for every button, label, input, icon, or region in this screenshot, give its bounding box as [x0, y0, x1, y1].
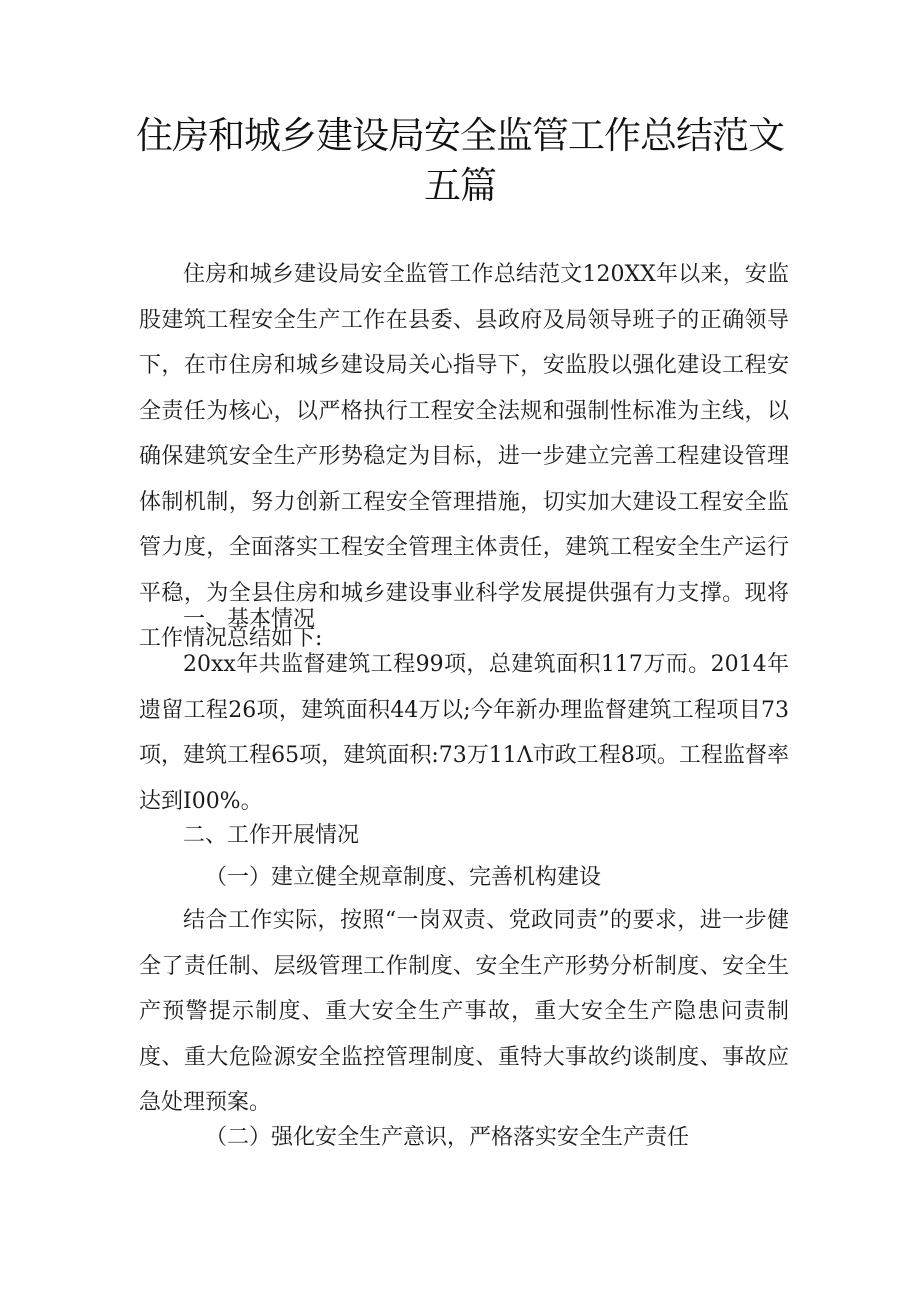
- section-heading-basic-situation: 一、基本情况: [183, 607, 316, 632]
- subsection-heading-safety-awareness: （二）强化安全生产意识，严格落实安全生产责任: [205, 1125, 690, 1150]
- subsection-heading-rules-system: （一）建立健全规章制度、完善机构建设: [205, 865, 602, 890]
- document-title-line-1: 住房和城乡建设局安全监管工作总结范文: [136, 114, 784, 157]
- basic-situation-paragraph: 20xx年共监督建筑工程99项，总建筑面积117万而。2014年遗留工程26项，建筑面积44万以;今年新办理监督建筑工程项目73项，建筑工程65项，建筑面积:73万11Λ市政工程8项。工程监督率达到I00%。: [139, 652, 789, 814]
- document-title-line-2: 五篇: [424, 164, 496, 207]
- rules-system-paragraph: 结合工作实际，按照“一岗双责、党政同责”的要求，进一步健全了责任制、层级管理工作制度、安全生产形势分析制度、安全生产预警提示制度、重大安全生产事故，重大安全生产隐患问责制度、重大危险源安全监控管理制度、重特大事故约谈制度、事故应急处理预案。: [139, 908, 789, 1115]
- intro-paragraph: 住房和城乡建设局安全监管工作总结范文120XX年以来，安监股建筑工程安全生产工作在县委、县政府及局领导班子的正确领导下，在市住房和城乡建设局关心指导下，安监股以强化建设工程安全责任为核心，以严格执行工程安全法规和强制性标准为主线，以确保建筑安全生产形势稳定为目标，进一步建立完善工程建设管理体制机制，努力创新工程安全管理措施，切实加大建设工程安全监管力度，全面落实工程安全管理主体责任，建筑工程安全生产运行平稳，为全县住房和城乡建设事业科学发展提供强有力支撑。现将工作情况总结如下:: [139, 262, 789, 651]
- section-heading-work-progress: 二、工作开展情况: [183, 823, 360, 848]
